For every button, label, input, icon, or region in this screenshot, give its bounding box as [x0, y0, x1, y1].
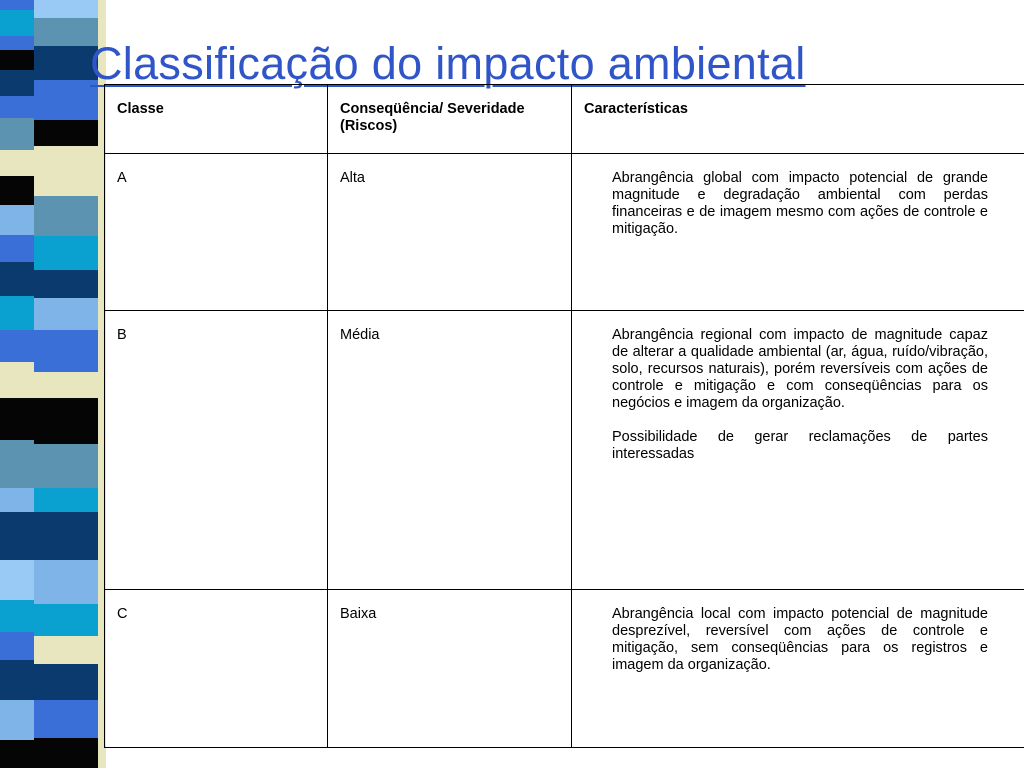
stripe-block: [34, 0, 98, 18]
stripe-block: [34, 146, 98, 196]
cell-consequencia: Alta: [328, 154, 572, 311]
stripe-block: [34, 330, 98, 372]
stripe-block: [0, 600, 34, 632]
table-row: [105, 311, 1024, 590]
stripe-block: [34, 664, 98, 700]
stripe-block: [34, 298, 98, 330]
stripe-block: [34, 398, 98, 444]
decorative-stripe: [0, 0, 106, 768]
stripe-block: [34, 738, 98, 768]
stripe-block: [0, 440, 34, 488]
stripe-block: [0, 36, 34, 50]
stripe-block: [0, 50, 34, 70]
stripe-block: [34, 636, 98, 664]
cell-caracteristicas: [572, 590, 1024, 748]
header-caracteristicas: Características: [572, 85, 1024, 154]
stripe-block: [34, 604, 98, 636]
cell-consequencia: Baixa: [328, 590, 572, 748]
stripe-block: [0, 262, 34, 296]
caracteristicas-paragraph: Abrangência local com impacto potencial de magnitude desprezível, reversível com ações de controle e mitigação, sem conseqüências para os registros e imagem da organização.: [612, 606, 988, 673]
stripe-block: [0, 296, 34, 330]
stripe-block: [0, 398, 34, 440]
stripe-block: [0, 235, 34, 262]
stripe-block: [34, 444, 98, 488]
cell-caracteristicas: [572, 311, 1024, 590]
stripe-block: [0, 150, 34, 176]
stripe-block: [34, 488, 98, 512]
cell-consequencia: Média: [328, 311, 572, 590]
stripe-block: [0, 660, 34, 700]
header-consequencia: Conseqüência/ Severidade (Riscos): [328, 85, 572, 154]
stripe-column-main: [34, 0, 98, 768]
stripe-block: [34, 120, 98, 146]
page-title: Classificação do impacto ambiental: [90, 38, 806, 89]
stripe-column-left: [0, 0, 34, 768]
cell-classe: C: [105, 590, 328, 748]
cell-classe: B: [105, 311, 328, 590]
caracteristicas-paragraph: Possibilidade de gerar reclamações de partes interessadas: [612, 429, 988, 462]
header-classe: Classe: [105, 85, 328, 154]
table-row: [105, 590, 1024, 748]
stripe-block: [0, 330, 34, 362]
table-header-row: [105, 85, 1024, 154]
stripe-block: [0, 560, 34, 600]
stripe-block: [34, 512, 98, 560]
stripe-block: [0, 96, 34, 118]
stripe-block: [0, 488, 34, 512]
caracteristicas-paragraph: Abrangência regional com impacto de magnitude capaz de alterar a qualidade ambiental (ar, água, ruído/vibração, solo, recursos naturais), porém reversíveis com ações de controle e mitigação e com conseqüências para os negócios e imagem da organização.: [612, 327, 988, 411]
stripe-block: [0, 512, 34, 560]
stripe-block: [0, 205, 34, 235]
stripe-block: [34, 80, 98, 120]
stripe-block: [34, 46, 98, 80]
stripe-block: [34, 700, 98, 738]
stripe-block: [34, 196, 98, 236]
stripe-block: [34, 270, 98, 298]
stripe-block: [0, 0, 34, 10]
stripe-block: [0, 362, 34, 398]
stripe-block: [0, 700, 34, 740]
stripe-block: [0, 70, 34, 96]
stripe-block: [0, 632, 34, 660]
cell-caracteristicas: [572, 154, 1024, 311]
stripe-block: [0, 176, 34, 205]
stripe-block: [0, 10, 34, 36]
stripe-block: [34, 560, 98, 604]
table-row: [105, 154, 1024, 311]
stripe-block: [0, 740, 34, 768]
stripe-block: [34, 236, 98, 270]
stripe-block: [0, 118, 34, 150]
impact-classification-table: [104, 84, 1024, 748]
caracteristicas-paragraph: Abrangência global com impacto potencial de grande magnitude e degradação ambiental com perdas financeiras e de imagem mesmo com ações de controle e mitigação.: [612, 170, 988, 237]
stripe-block: [34, 18, 98, 46]
cell-classe: A: [105, 154, 328, 311]
stripe-block: [34, 372, 98, 398]
